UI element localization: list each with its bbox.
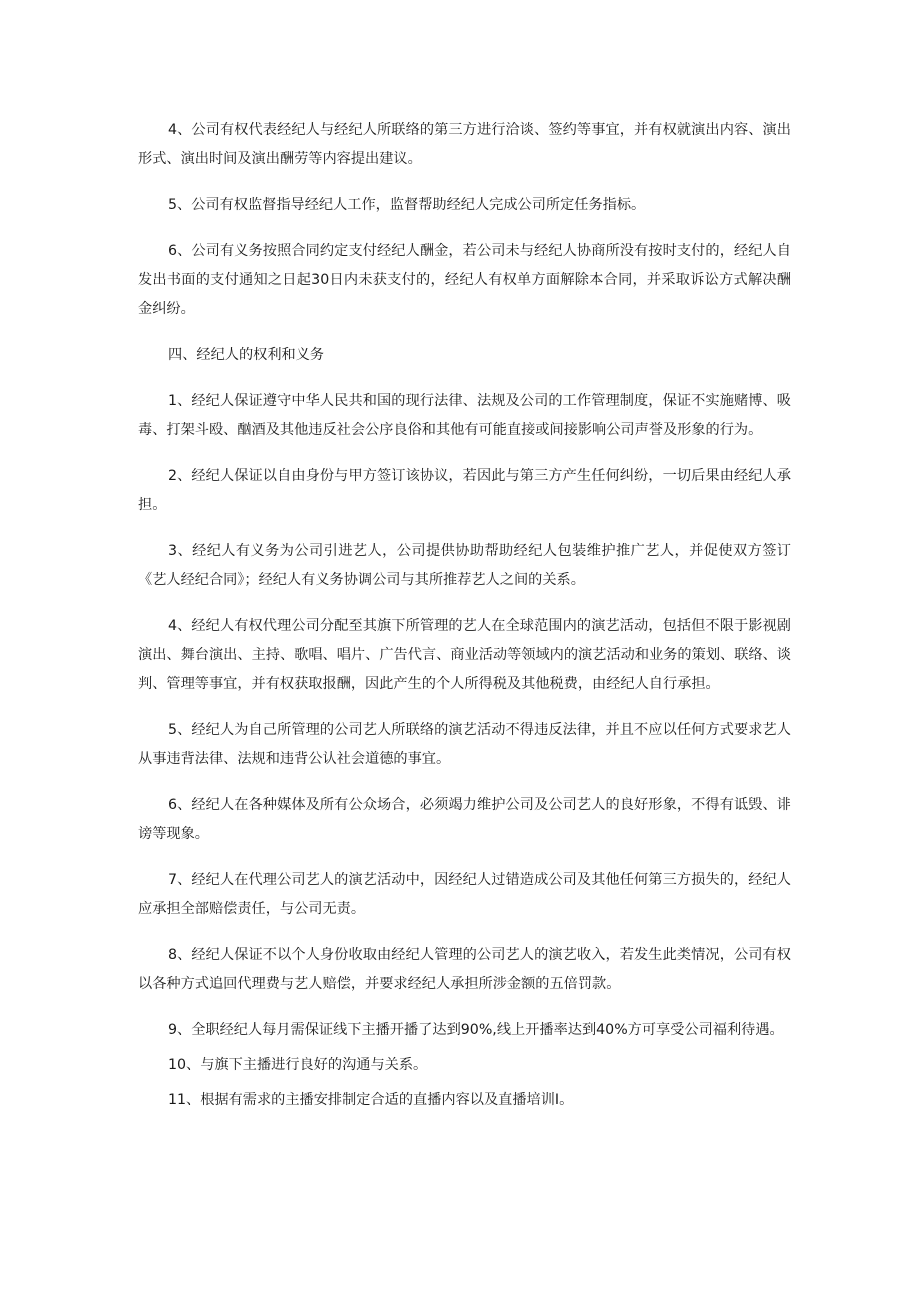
clause-4-8: 8、经纪人保证不以个人身份收取由经纪人管理的公司艺人的演艺收入，若发生此类情况，公司有权以各种方式追回代理费与艺人赔偿，并要求经纪人承担所涉金额的五倍罚款。 [138,947,791,992]
clause-4-9: 9、全职经纪人每月需保证线下主播开播了达到90%,线上开播率达到40%方可享受公司福利待遇。 [168,1022,784,1038]
clause-3-4: 4、公司有权代表经纪人与经纪人所联络的第三方进行洽谈、签约等事宜，并有权就演出内容、演出形式、演出时间及演出酬劳等内容提出建议。 [138,122,791,167]
clause-4-5: 5、经纪人为自己所管理的公司艺人所联络的演艺活动不得违反法律，并且不应以任何方式要求艺人从事违背法律、法规和违背公认社会道德的事宜。 [138,722,791,767]
clause-4-3: 3、经纪人有义务为公司引进艺人，公司提供协助帮助经纪人包装维护推广艺人，并促使双方签订《艺人经纪合同》；经纪人有义务协调公司与其所推荐艺人之间的关系。 [138,543,791,588]
clause-4-2: 2、经纪人保证以自由身份与甲方签订该协议，若因此与第三方产生任何纠纷，一切后果由经纪人承担。 [138,468,791,513]
clause-4-10: 10、与旗下主播进行良好的沟通与关系。 [168,1057,428,1073]
document-page [138,116,791,1121]
clause-3-6: 6、公司有义务按照合同约定支付经纪人酬金，若公司未与经纪人协商所没有按时支付的，经纪人自发出书面的支付通知之日起30日内未获支付的，经纪人有权单方面解除本合同，并采取诉讼方式解决酬金纠纷。 [138,243,791,317]
section-heading-4: 四、经纪人的权利和义务 [168,347,325,363]
clause-4-4: 4、经纪人有权代理公司分配至其旗下所管理的艺人在全球范围内的演艺活动，包括但不限于影视剧演出、舞台演出、主持、歌唱、唱片、广告代言、商业活动等领域内的演艺活动和业务的策划、联络、谈判、管理等事宜，并有权获取报酬，因此产生的个人所得税及其他税费，由经纪人自行承担。 [138,618,791,692]
clause-4-7: 7、经纪人在代理公司艺人的演艺活动中，因经纪人过错造成公司及其他任何第三方损失的，经纪人应承担全部赔偿责任，与公司无责。 [138,872,791,917]
clause-4-1: 1、经纪人保证遵守中华人民共和国的现行法律、法规及公司的工作管理制度，保证不实施赌博、吸毒、打架斗殴、酗酒及其他违反社会公序良俗和其他有可能直接或间接影响公司声誉及形象的行为。 [138,393,791,438]
clause-3-5: 5、公司有权监督指导经纪人工作，监督帮助经纪人完成公司所定任务指标。 [168,197,646,213]
clause-4-6: 6、经纪人在各种媒体及所有公众场合，必须竭力维护公司及公司艺人的良好形象，不得有诋毁、诽谤等现象。 [138,797,791,842]
clause-4-11: 11、根据有需求的主播安排制定合适的直播内容以及直播培训I。 [168,1092,574,1108]
